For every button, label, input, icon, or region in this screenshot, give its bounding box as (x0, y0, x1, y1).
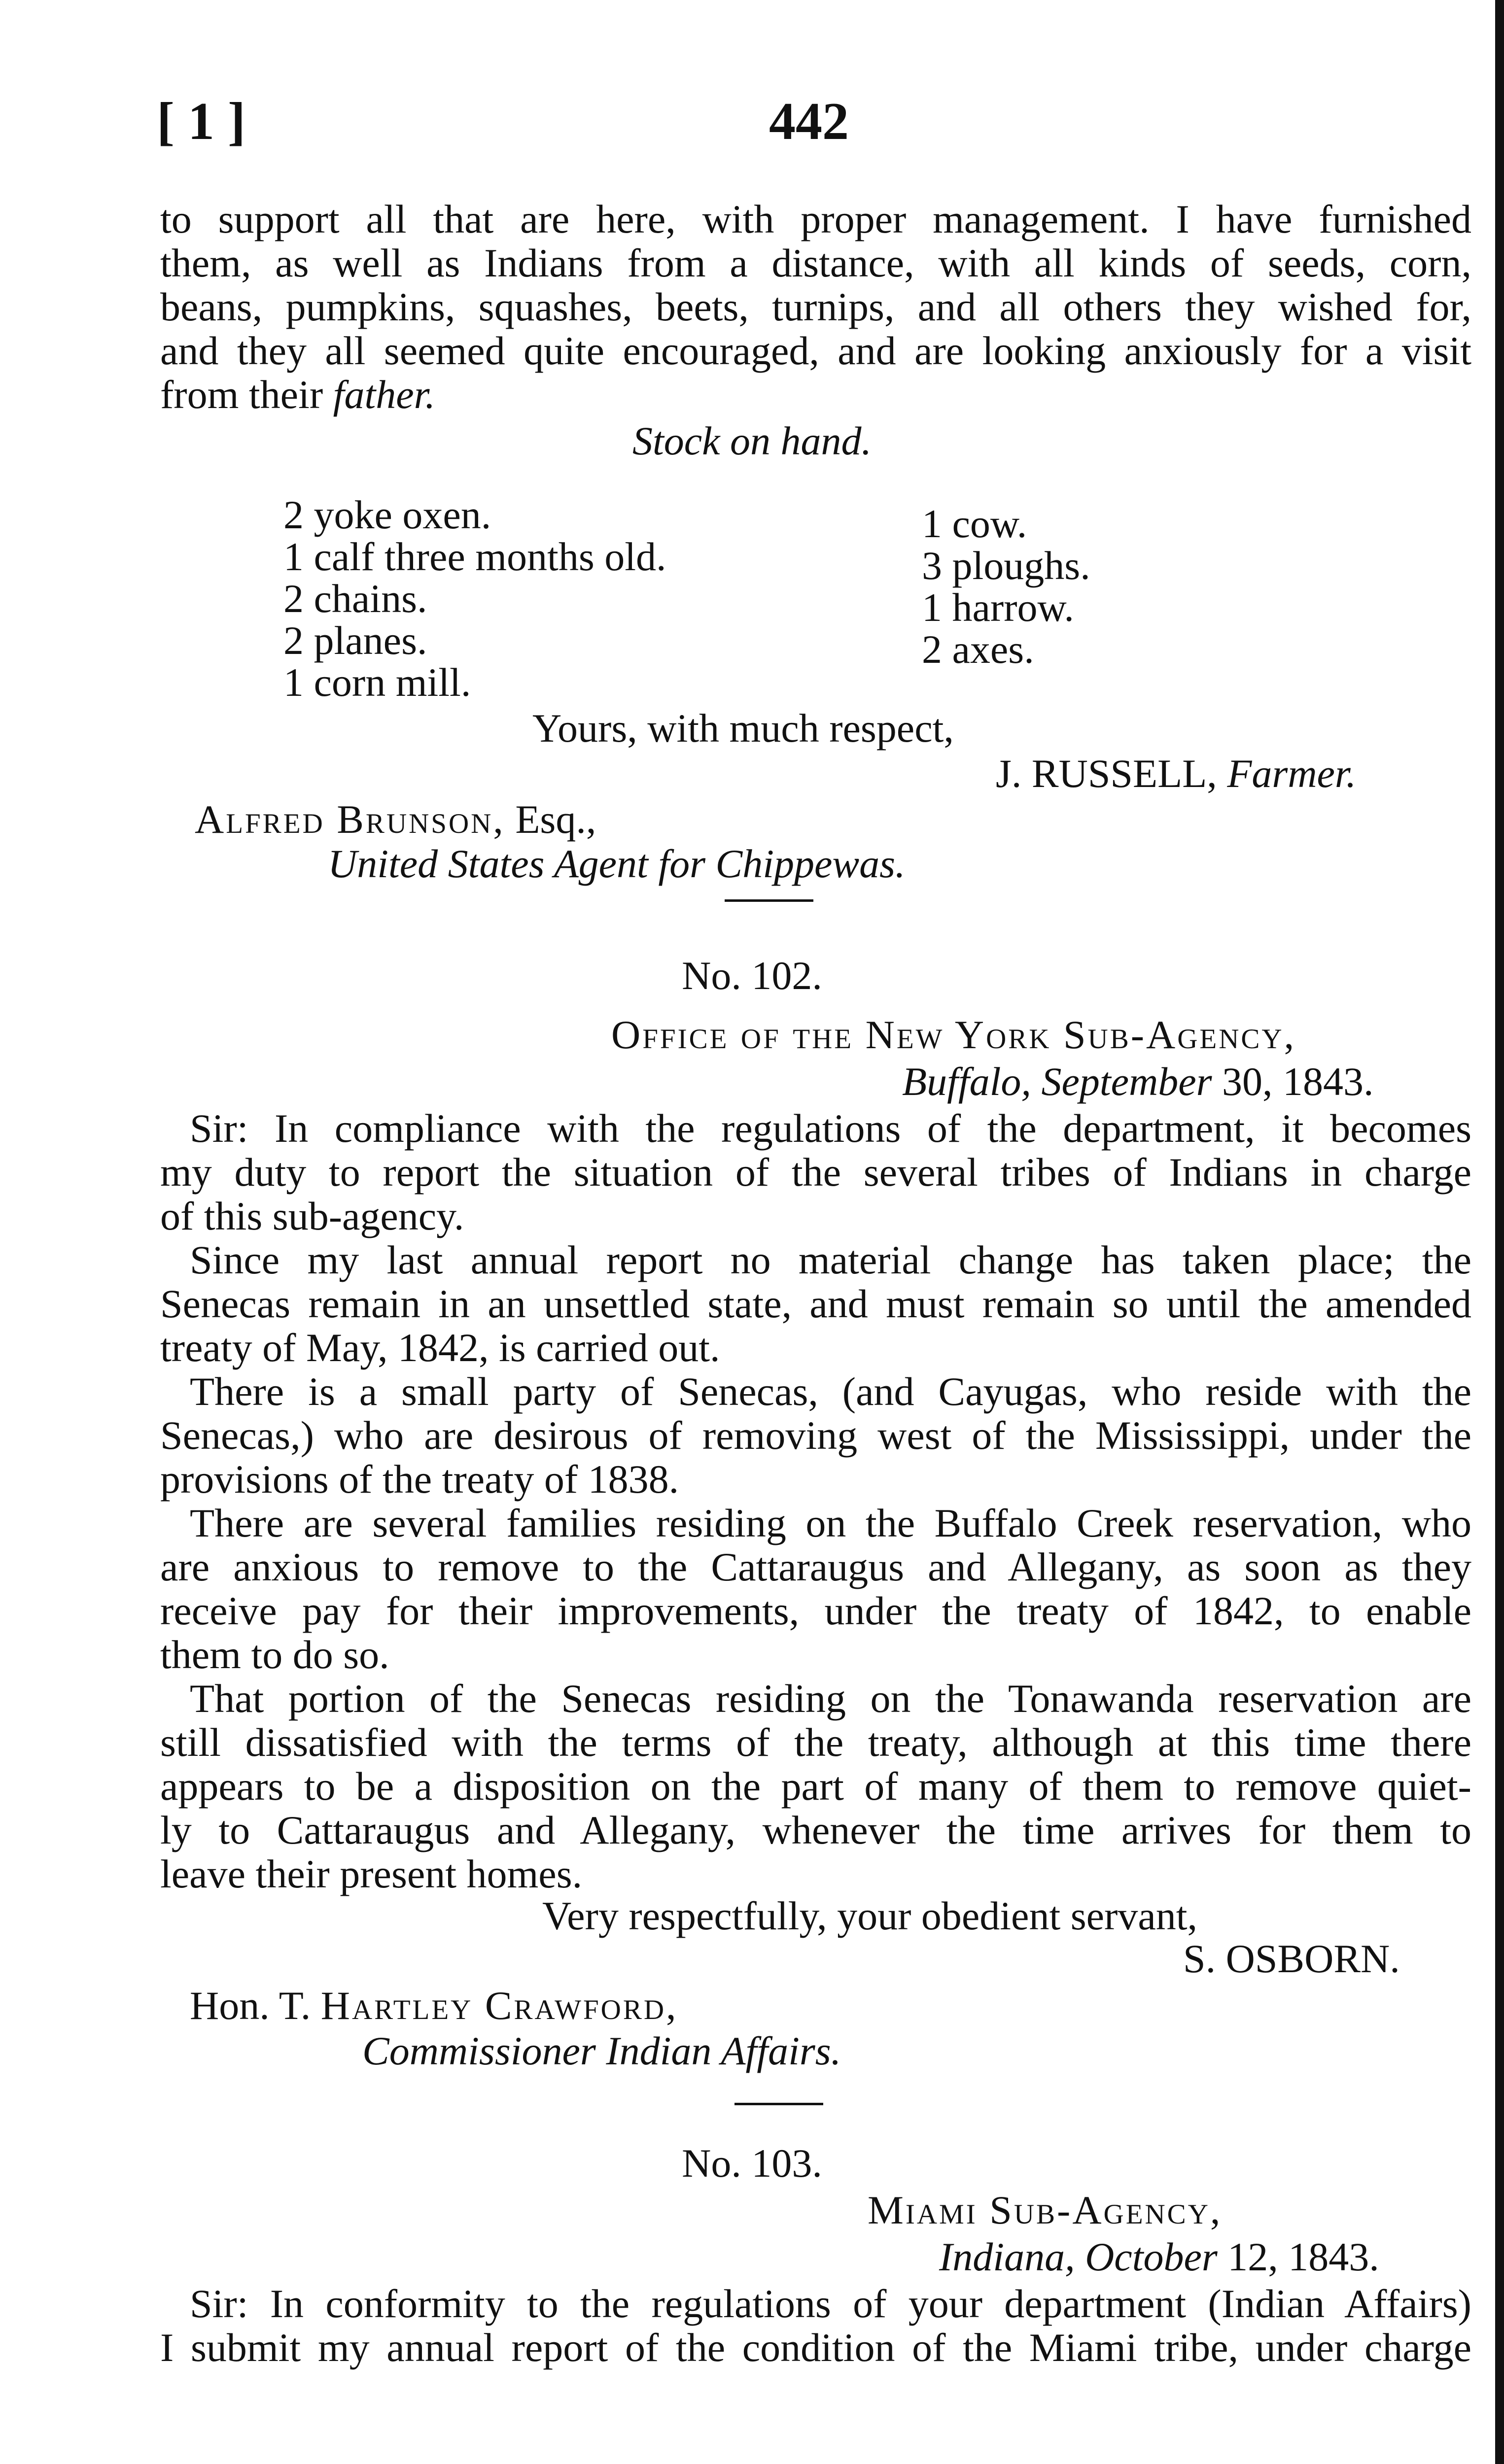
stock-item: 1 cow. (922, 501, 1027, 546)
text-line: still dissatisfied with the terms of the treaty, although at this time there (160, 1720, 1471, 1765)
addressee-name: Hon. T. Hartley Crawford, (190, 1983, 678, 2028)
text-line: Senecas,) who are desirous of removing west of the Mississippi, under the (160, 1413, 1471, 1458)
text-line: Sir: In compliance with the regulations of the department, it becomes (190, 1106, 1471, 1151)
text-line: appears to be a disposition on the part of many of them to remove quiet- (160, 1764, 1471, 1809)
signature: J. RUSSELL, Farmer. (996, 751, 1357, 796)
addressee-title: United States Agent for Chippewas. (328, 841, 906, 886)
section-divider (725, 899, 813, 902)
document-number: No. 103. (682, 2141, 822, 2186)
text-line: I submit my annual report of the condition of the Miami tribe, under charge (160, 2325, 1471, 2370)
text-line: Senecas remain in an unsettled state, and must remain so until the amended (160, 1281, 1471, 1326)
text-line: and they all seemed quite encouraged, and are looking anxiously for a visit (160, 328, 1471, 373)
section-divider (735, 2103, 823, 2105)
text-line: There are several families residing on the Buffalo Creek reservation, who (190, 1501, 1471, 1545)
document-number: No. 102. (682, 953, 822, 998)
stock-item: 1 calf three months old. (283, 534, 666, 579)
text-line: are anxious to remove to the Cattaraugus and Allegany, as soon as they (160, 1544, 1471, 1589)
place-date: Indiana, October 12, 1843. (939, 2234, 1379, 2279)
stock-item: 2 chains. (283, 576, 427, 621)
page-number: 442 (769, 92, 849, 151)
text-line: Sir: In conformity to the regulations of your department (Indian Affairs) (190, 2281, 1471, 2326)
stock-item: 3 ploughs. (922, 543, 1090, 588)
scan-edge-right (1495, 0, 1504, 2464)
office-heading: Office of the New York Sub-Agency, (611, 1012, 1296, 1057)
office-heading: Miami Sub-Agency, (868, 2188, 1223, 2232)
place-date: Buffalo, September 30, 1843. (902, 1059, 1374, 1104)
text-line: provisions of the treaty of 1838. (160, 1457, 679, 1502)
stock-item: 1 corn mill. (283, 660, 471, 705)
stock-item: 1 harrow. (922, 585, 1074, 630)
text-line: receive pay for their improvements, under the treaty of 1842, to enable (160, 1588, 1471, 1633)
text-line: my duty to report the situation of the several tribes of Indians in charge (160, 1150, 1471, 1195)
closing-line: Very respectfully, your obedient servant, (542, 1893, 1198, 1938)
text-line: treaty of May, 1842, is carried out. (160, 1325, 720, 1370)
addressee-title: Commissioner Indian Affairs. (362, 2028, 841, 2073)
text-line: them to do so. (160, 1632, 389, 1677)
text-line: That portion of the Senecas residing on the Tonawanda reservation are (190, 1676, 1471, 1721)
text-line: them, as well as Indians from a distance, with all kinds of seeds, corn, (160, 240, 1471, 285)
text-line: leave their present homes. (160, 1851, 583, 1896)
stock-item: 2 planes. (283, 618, 427, 663)
emphasized-word: father. (333, 372, 435, 417)
text-line: from their father. (160, 372, 435, 417)
text-line: Since my last annual report no material change has taken place; the (190, 1237, 1471, 1282)
text-line: of this sub-agency. (160, 1194, 464, 1238)
text-line: There is a small party of Senecas, (and Cayugas, who reside with the (190, 1369, 1471, 1414)
text-line: ly to Cattaraugus and Allegany, whenever the time arrives for them to (160, 1808, 1471, 1852)
stock-item: 2 yoke oxen. (283, 492, 491, 537)
addressee-name: Alfred Brunson, Esq., (195, 797, 596, 842)
text-line: to support all that are here, with proper management. I have furnished (160, 197, 1471, 241)
text-line: beans, pumpkins, squashes, beets, turnips, and all others they wished for, (160, 284, 1471, 329)
stock-heading: Stock on hand. (632, 418, 872, 463)
signature: S. OSBORN. (1183, 1936, 1400, 1981)
signature-mark: [ 1 ] (157, 92, 245, 151)
closing-line: Yours, with much respect, (532, 706, 954, 751)
stock-item: 2 axes. (922, 627, 1034, 672)
